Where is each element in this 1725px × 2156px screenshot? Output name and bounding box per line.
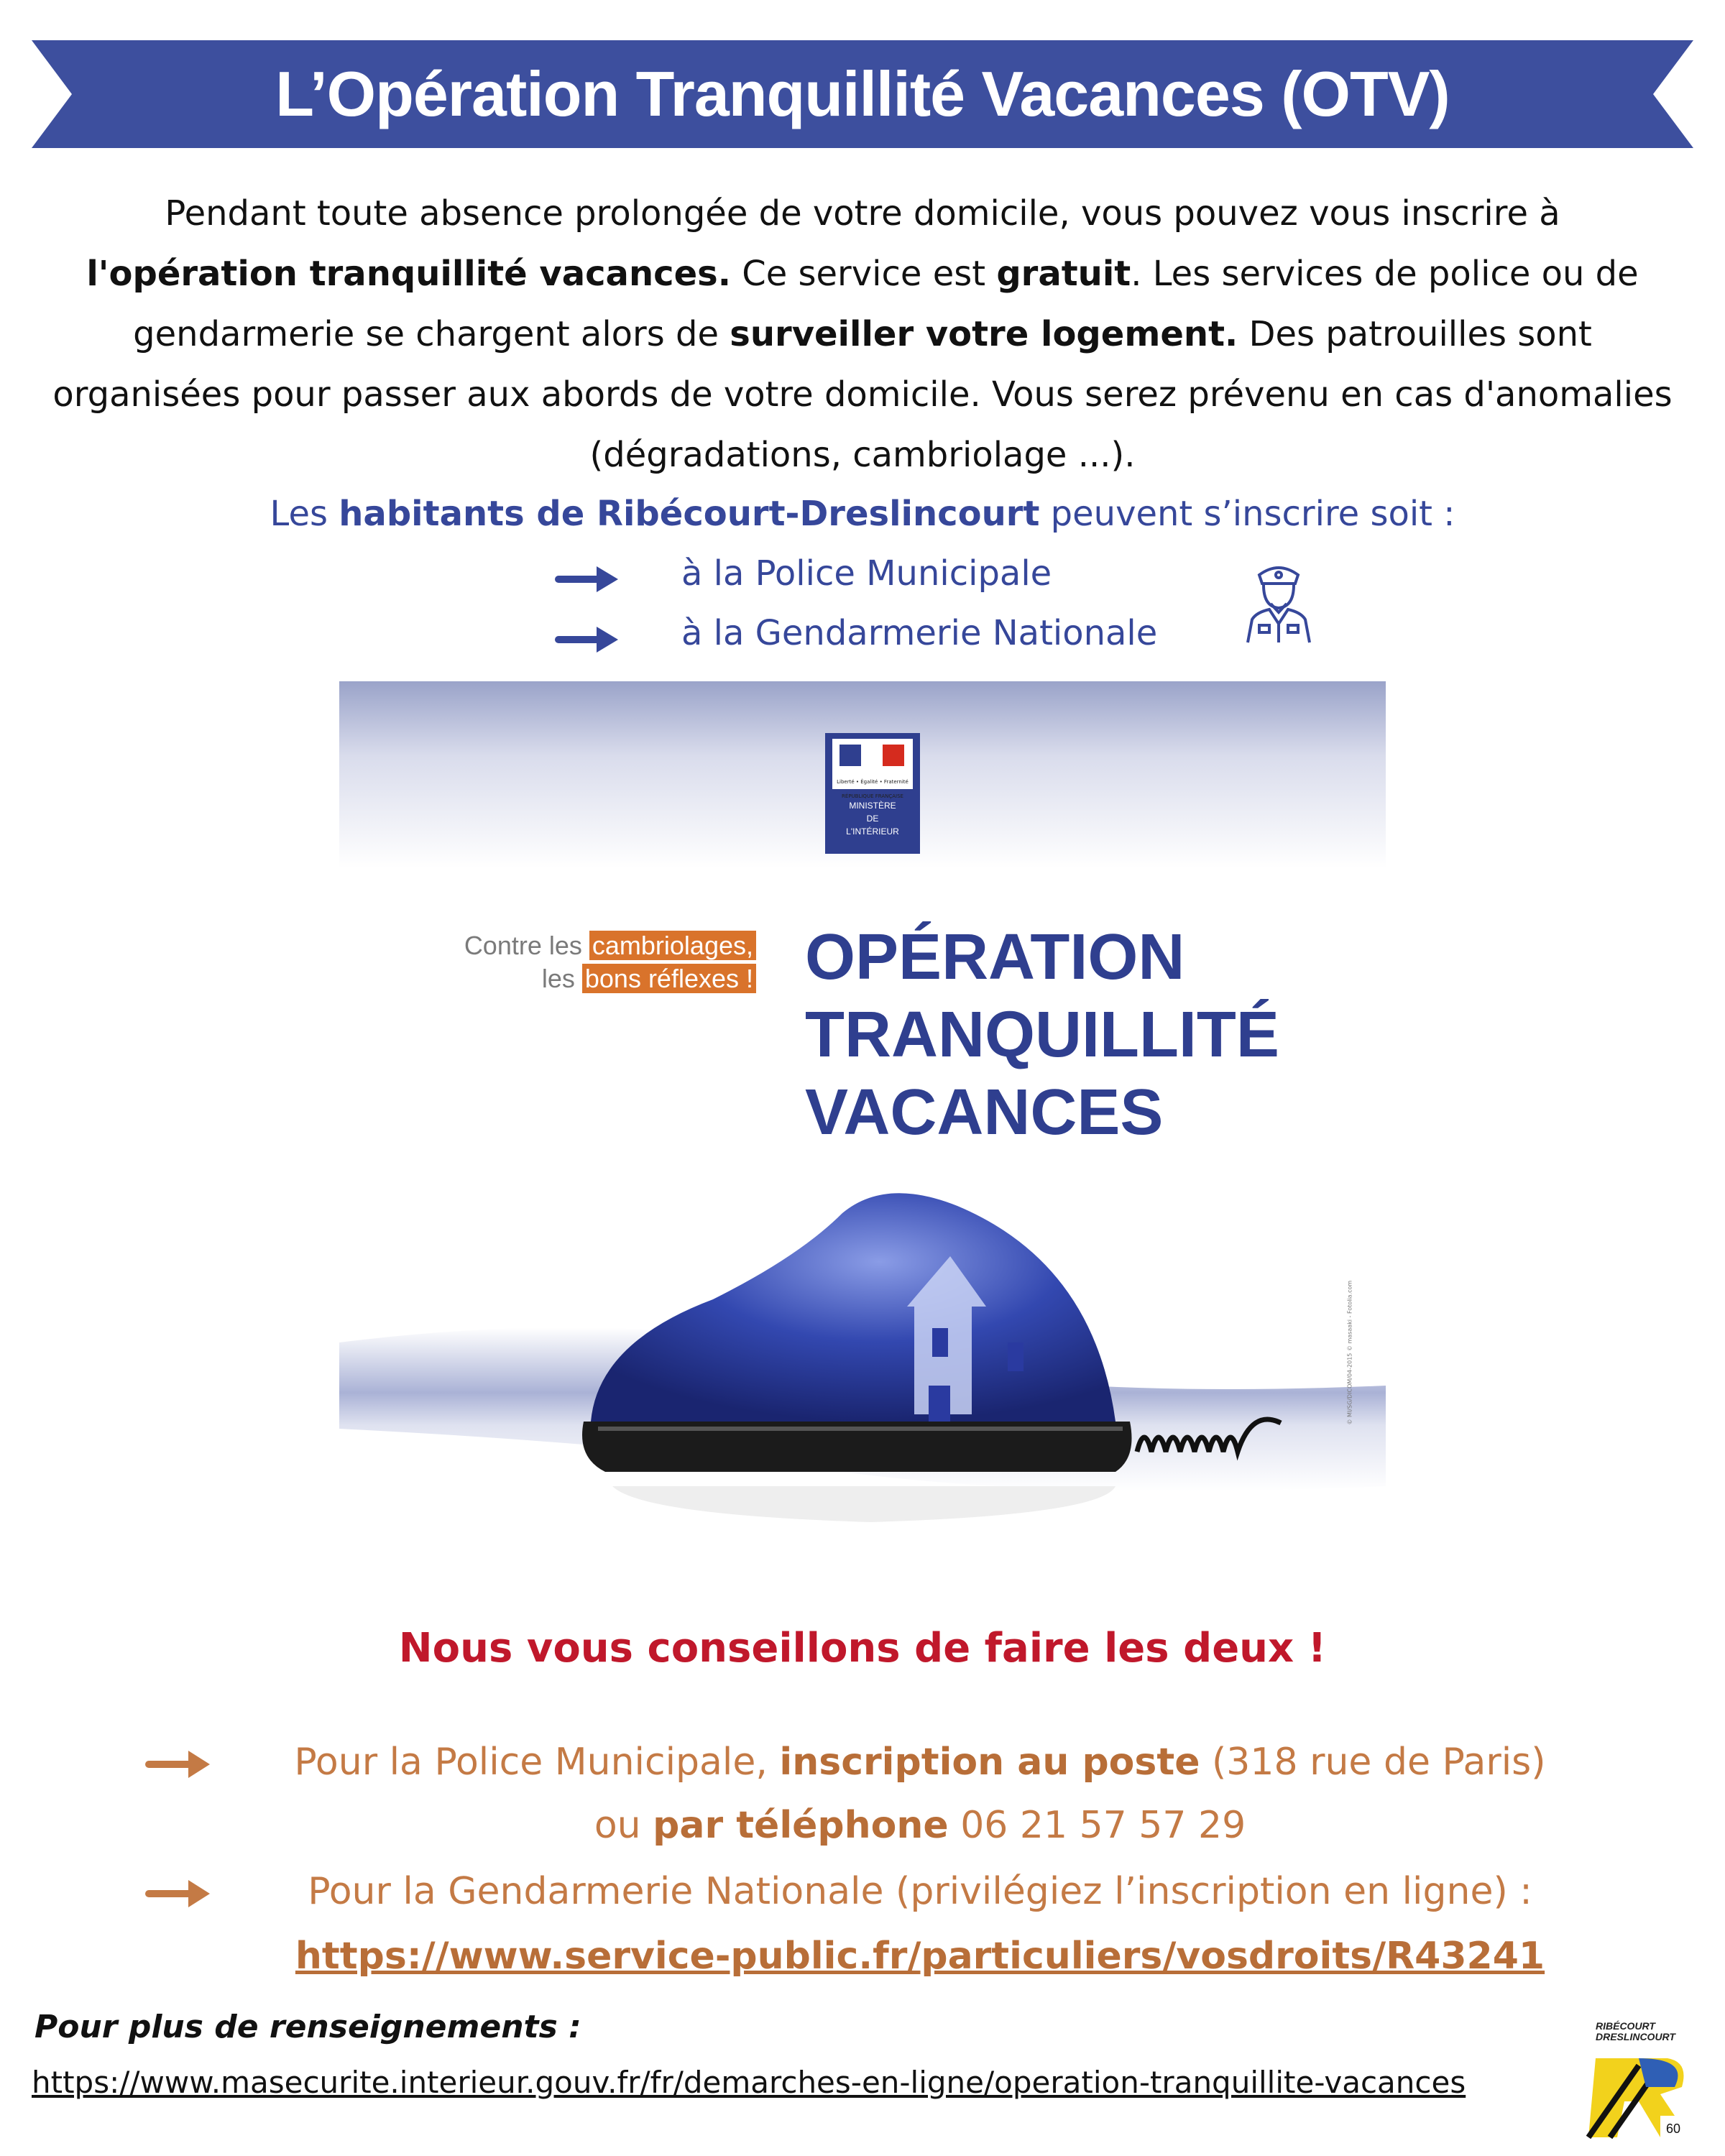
gendarmerie-info: Pour la Gendarmerie Nationale (privilégiez l’inscription en ligne) : xyxy=(308,1870,1532,1913)
advice-text: Nous vous conseillons de faire les deux ! xyxy=(398,1625,1327,1672)
gendarmerie-link-row xyxy=(237,1926,1603,1986)
intro-bold-surveiller: surveiller votre logement. xyxy=(730,314,1238,354)
title-banner xyxy=(0,40,1725,148)
ministere-republique: Liberté • Égalité • Fraternité RÉPUBLIQUE FRANÇAISE xyxy=(832,775,913,789)
who-prefix: Les xyxy=(270,494,339,534)
ministere-logo xyxy=(825,733,920,854)
arrow-right-icon xyxy=(555,563,620,595)
more-info-label: Pour plus de renseignements : xyxy=(34,2009,581,2045)
logo-text: RIBÉCOURT DRESLINCOURT xyxy=(1596,2020,1675,2042)
option-gendarmerie: à la Gendarmerie Nationale xyxy=(681,613,1158,653)
intro-bold-gratuit: gratuit xyxy=(996,254,1131,294)
service-public-link[interactable]: https://www.service-public.fr/particuliers/vosdroits/R43241 xyxy=(295,1935,1545,1978)
masecurite-link[interactable]: https://www.masecurite.interieur.gouv.fr/fr/demarches-en-ligne/operation-tranquillite-vacances xyxy=(32,2065,1466,2100)
option-police-municipale: à la Police Municipale xyxy=(681,553,1052,594)
ministere-name: MINISTÈRE DE L'INTÉRIEUR xyxy=(846,801,899,837)
who-suffix: peuvent s’inscrire soit : xyxy=(1039,494,1455,534)
intro-text-4: Des patrouilles sont organisées pour passer aux abords de votre domicile. Vous serez prévenu en cas d'anomalies (dégradations, cambriolage ...). xyxy=(52,314,1673,475)
siren-house-illustration xyxy=(339,1184,1386,1604)
poster-credit: © MI/SG/DICOM/04-2015 © masaaki - Fotolia.com xyxy=(1346,1280,1353,1425)
arrow-right-icon xyxy=(145,1877,211,1910)
ribecourt-logo xyxy=(1581,2021,1696,2143)
police-municipale-phone: ou par téléphone 06 21 57 57 29 xyxy=(594,1804,1246,1847)
who-bold: habitants de Ribécourt-Dreslincourt xyxy=(339,494,1040,534)
arrow-right-icon xyxy=(555,624,620,655)
poster-title: OPÉRATION TRANQUILLITÉ VACANCES xyxy=(805,921,1279,1148)
intro-text-2: Ce service est xyxy=(730,254,997,294)
intro-bold-otv: l'opération tranquillité vacances. xyxy=(86,254,731,294)
arrow-right-icon xyxy=(145,1748,211,1781)
intro-paragraph xyxy=(43,183,1682,485)
page-title: L’Opération Tranquillité Vacances (OTV) xyxy=(275,58,1450,129)
svg-text:60: 60 xyxy=(1666,2122,1681,2136)
who-can-register xyxy=(0,489,1725,539)
otv-poster xyxy=(339,681,1386,1604)
french-flag-icon xyxy=(832,739,913,776)
poster-slogan: Contre les cambriolages, les bons réflexes ! xyxy=(461,929,756,995)
police-officer-icon xyxy=(1239,559,1318,645)
intro-text-3: . Les services de police ou de gendarmerie se chargent alors de xyxy=(133,254,1639,354)
intro-text-1: Pendant toute absence prolongée de votre domicile, vous pouvez vous inscrire à xyxy=(165,193,1560,234)
police-municipale-info: Pour la Police Municipale, inscription au poste (318 rue de Paris) xyxy=(294,1741,1546,1784)
